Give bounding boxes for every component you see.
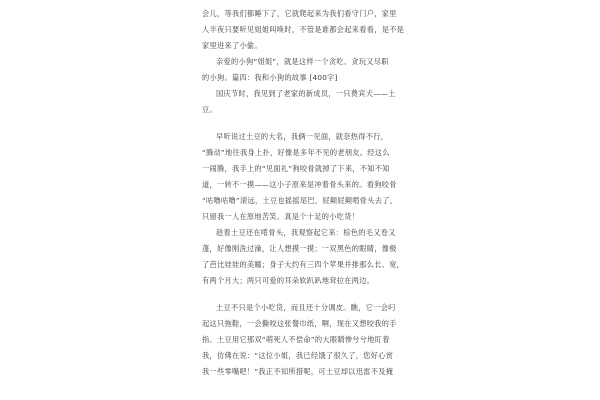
text-line: 国庆节时，我见到了老家的新成员，一只费宾犬——土 xyxy=(216,89,396,98)
text-line: 蓬，好像刚洗过澡，让人想摸一摸；一双黑色的眼睛，像极 xyxy=(202,244,397,253)
text-line: “咕噜咕噜”滚远，土豆也摇摇尾巴，屁颠屁颠啃骨头去了， xyxy=(202,196,398,205)
text-line: 会儿，等我们都睡下了，它就爬起来为我们看守门户，家里 xyxy=(202,9,397,18)
text-line: 人半夜只要听见姐姐叫唤时，不管是谁都会起来看看，是不是 xyxy=(202,25,405,34)
text-line: 起这只拖鞋，一会撕咬这张餐巾纸，啊，现在又想咬我的手 xyxy=(202,319,397,328)
text-line: 土豆不只是个小吃货，而且还十分调皮。瞧，它一会叼 xyxy=(216,303,396,312)
paragraph-gap xyxy=(202,289,402,300)
text-line: “腾动”地往我身上扑，好像是多年不见的老朋友。经这么 xyxy=(202,148,390,157)
text-line: 有两个月大；两只可爱的耳朵软趴趴地耷拉在两边。 xyxy=(202,276,375,285)
text-line: 指。土豆用它那双“萌死人不偿命”的大眼睛惨兮兮地盯着 xyxy=(202,335,390,344)
text-line: 的小狗。篇四：我和小狗的故事 [400字] xyxy=(202,73,338,82)
text-line: 亲爱的小狗“姐姐”，就是这样一个贪吃、贪玩又尽职 xyxy=(216,57,389,66)
document-body xyxy=(202,6,405,380)
text-line: 我一些零嘴吧！”我正不知所措呢，可土豆却以迅雷不及掩 xyxy=(202,367,394,376)
text-line: 早听说过土豆的大名，我俩一见面，就奈热得不行， xyxy=(216,132,389,141)
text-line: 只留我一人在原地苦笑。真是个十足的小吃货！ xyxy=(202,212,360,221)
text-line: 一闹腾，我手上的“见面礼”狗咬骨就掉了下来，不知不知 xyxy=(202,164,390,173)
text-line: 了芭比娃娃的美瞳；身子大约有三四个苹果并排那么长、宽， xyxy=(202,260,405,269)
text-line: 豆。 xyxy=(202,105,217,114)
text-line: 道，一转不一摸——这小子原来是冲着骨头来的。看狗咬骨 xyxy=(202,180,397,189)
text-line: 我，仿佛在说：“这位小姐，我已经饿了很久了，您好心赏 xyxy=(202,351,394,360)
text-line: 家里进来了小偷。 xyxy=(202,41,262,50)
paragraph-gap xyxy=(202,118,402,129)
text-line: 趁着土豆还在啃骨头，我观察起它来：棕色的毛又卷又 xyxy=(216,228,396,237)
